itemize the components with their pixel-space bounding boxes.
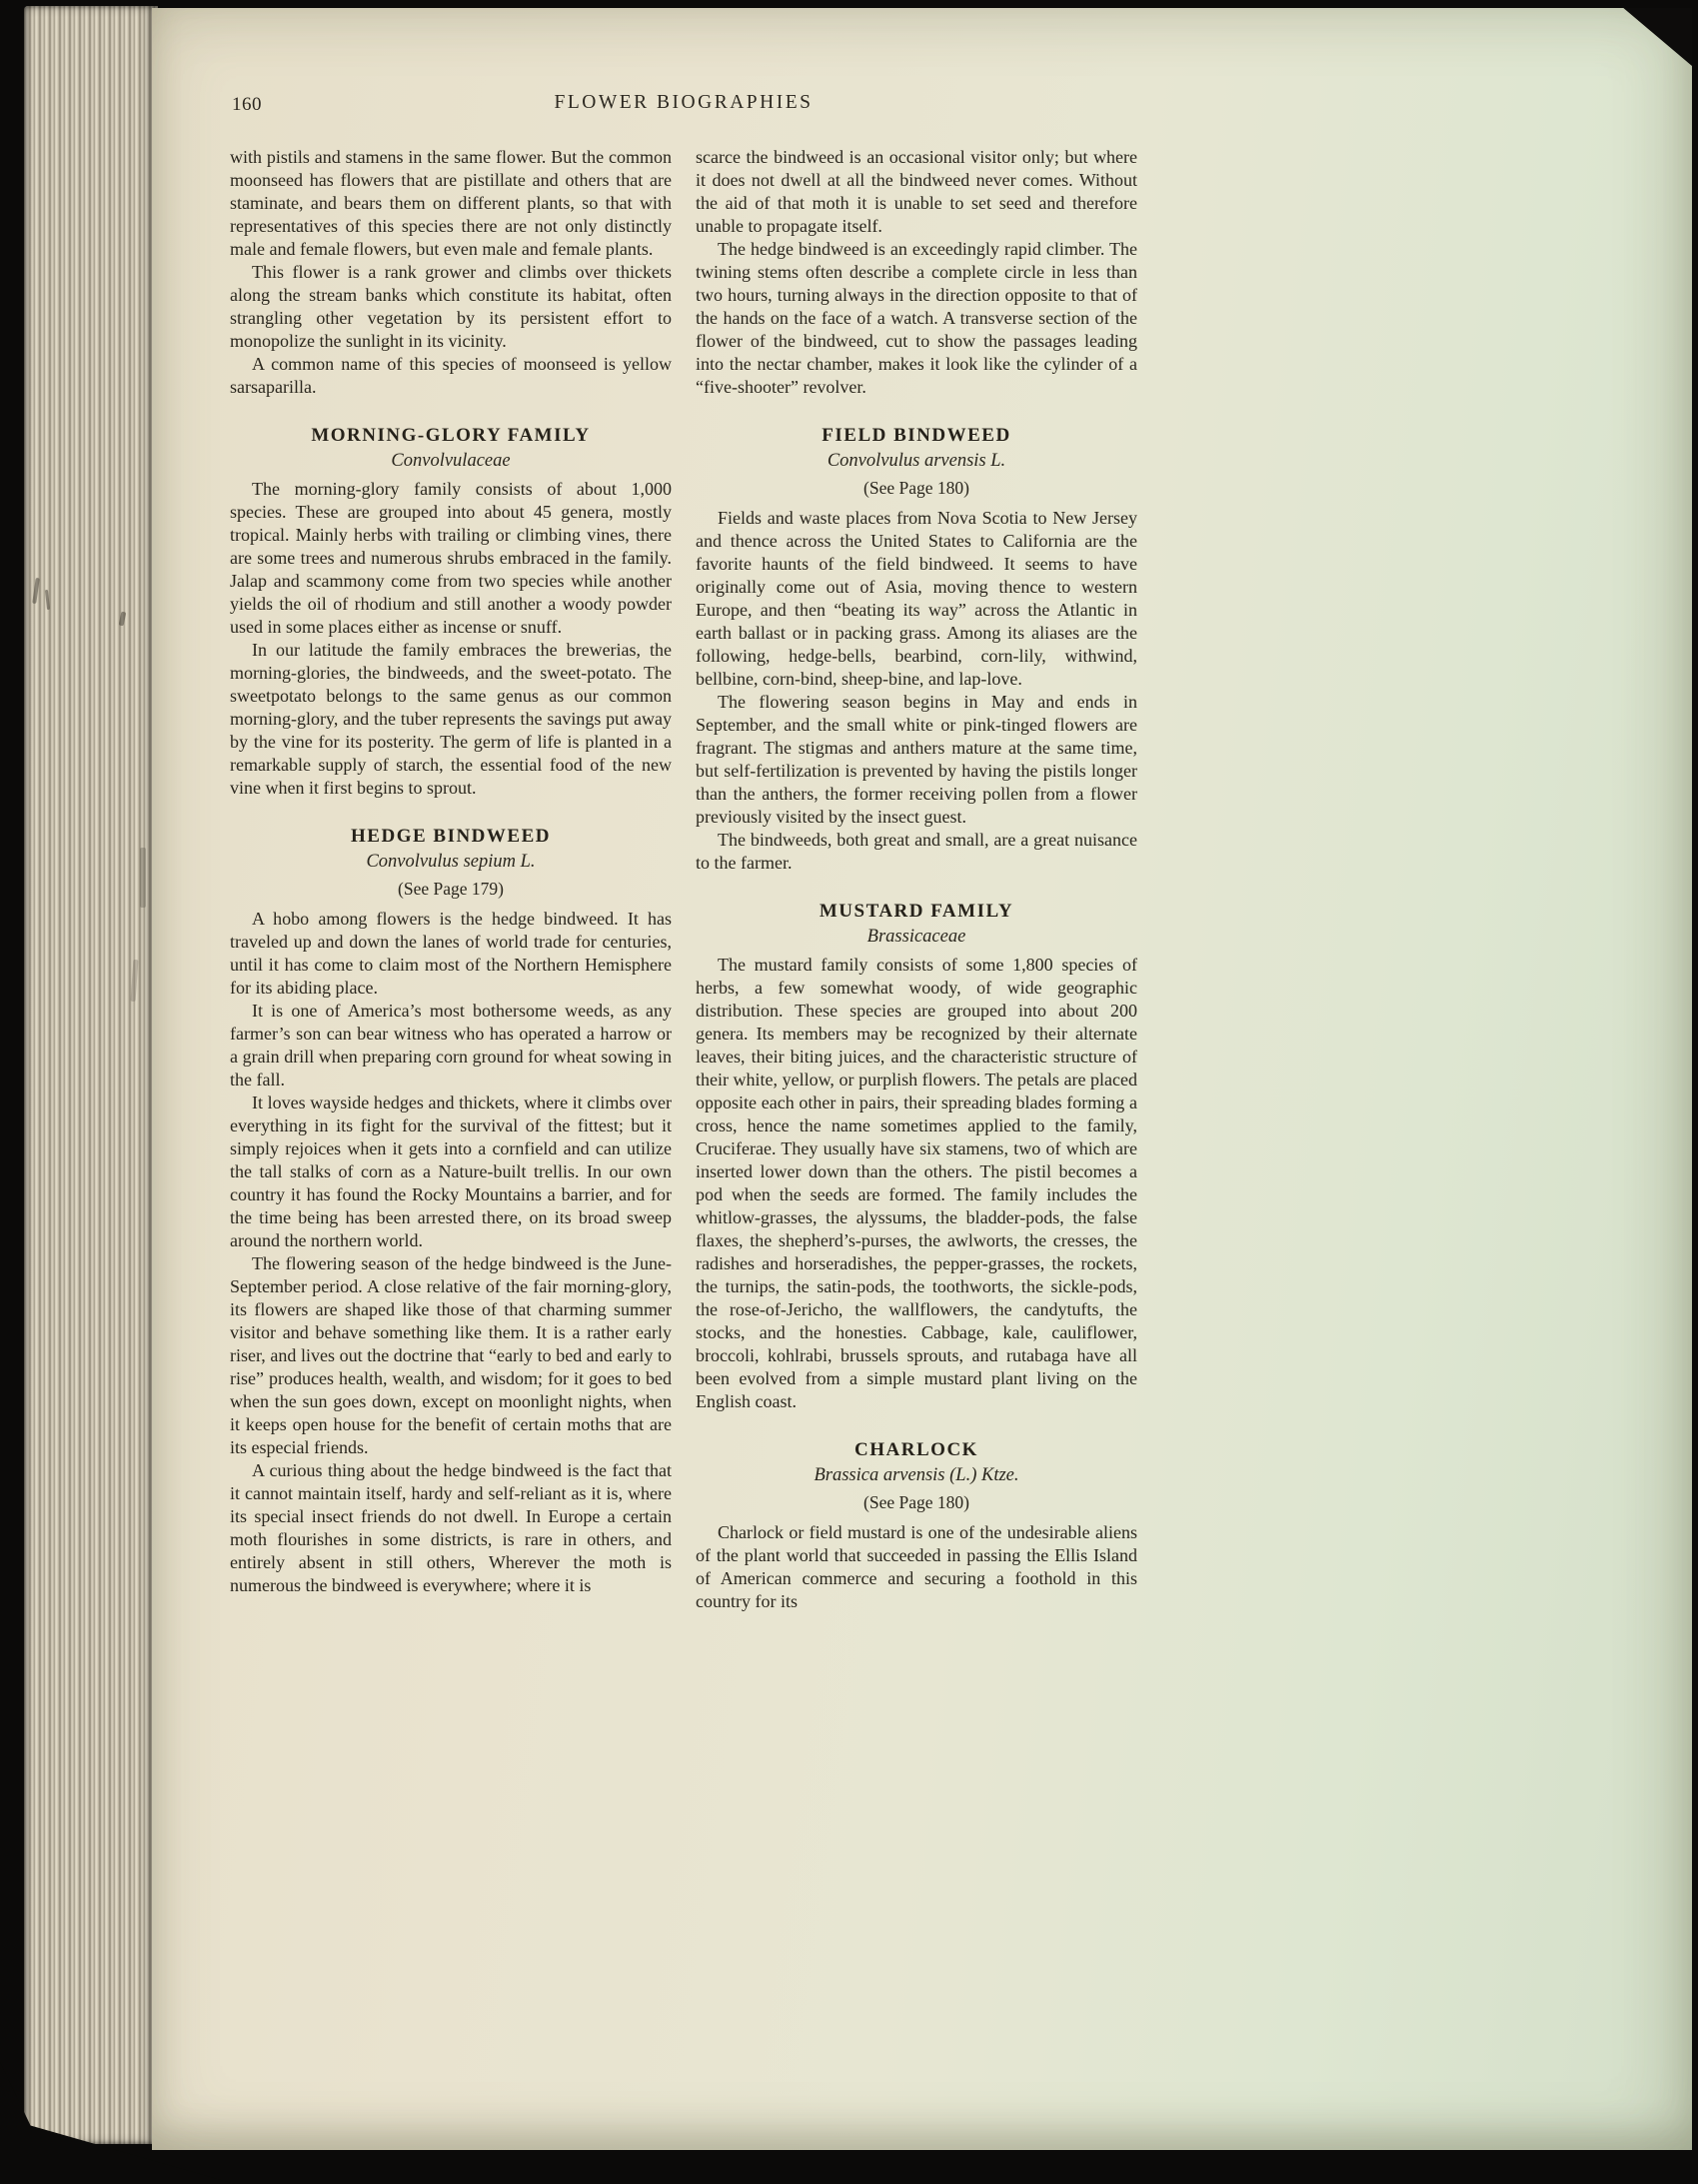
right-column (696, 146, 1137, 1613)
paragraph: It is one of America’s most bothersome weeds, as any farmer’s son can bear witness who has operated a harrow or a grain drill when preparing corn ground for wheat sowing in the fall. (230, 1001, 672, 1090)
section-heading: CHARLOCK (854, 1439, 978, 1460)
paragraph: Fields and waste places from Nova Scotia to New Jersey and thence across the United States to California are the favorite haunts of the field bindweed. It seems to have originally come out of Asia, moving thence to western Europe, and then “beating its way” across the Atlantic in earth ballast or in packing grass. Among its aliases are the following, hedge-bells, bearbind, corn-lily, withwind, bellbine, corn-bind, sheep-bine, and lap-love. (696, 508, 1137, 689)
section-heading: MORNING-GLORY FAMILY (311, 425, 591, 446)
page-corner-shadow (1614, 8, 1692, 66)
text-columns (230, 146, 1137, 1613)
paragraph: A curious thing about the hedge bindweed is the fact that it cannot maintain itself, hardy and self-reliant as it is, where its special insect friends do not dwell. In Europe a certain moth flourishes in some districts, is rare in others, and entirely absent in still others, Wherever the moth is numerous the bindweed is everywhere; where it is (230, 1460, 672, 1595)
section-heading: FIELD BINDWEED (822, 425, 1011, 446)
section-heading: HEDGE BINDWEED (351, 826, 551, 847)
paragraph: Charlock or field mustard is one of the undesirable aliens of the plant world that succeeded in passing the Ellis Island of American commerce and securing a foothold in this country for its (696, 1522, 1137, 1611)
page-reference: (See Page 179) (398, 879, 504, 899)
paragraph: The mustard family consists of some 1,800 species of herbs, a few somewhat woody, of wide geographic distribution. These species are grouped into about 200 genera. Its members may be recognized by their alternate leaves, their biting juices, and the characteristic structure of their white, yellow, or purplish flowers. The petals are placed opposite each other in pairs, their spreading blades forming a cross, hence the name sometimes applied to the family, Cruciferae. They usually have six stamens, two of which are inserted lower down than the others. The pistil becomes a pod when the seeds are formed. The family includes the whitlow-grasses, the alyssums, the bladder-pods, the false flaxes, the shepherd’s-purses, the awlworts, the cresses, the radishes and horseradishes, the pepper-grasses, the rockets, the turnips, the satin-pods, the toothworts, the sickle-pods, the rose-of-Jericho, the wallflowers, the candytufts, the stocks, and the honesties. Cabbage, kale, cauliflower, broccoli, kohlrabi, brussels sprouts, and rutabaga have all been evolved from a simple mustard plant living on the English coast. (696, 955, 1137, 1411)
left-column (230, 146, 672, 1613)
species-subheading: Convolvulus arvensis L. (827, 451, 1006, 471)
page-number: 160 (232, 94, 262, 115)
page-reference: (See Page 180) (863, 1492, 969, 1512)
species-subheading: Convolvulaceae (391, 451, 511, 471)
page-content (230, 92, 1137, 1613)
species-subheading: Brassicaceae (866, 927, 966, 947)
paragraph: A hobo among flowers is the hedge bindweed. It has traveled up and down the lanes of world trade for centuries, until it has come to claim most of the Northern Hemisphere for its abiding place. (230, 909, 672, 998)
book-page-stack-edge (24, 6, 158, 2144)
running-head: FLOWER BIOGRAPHIES (554, 92, 814, 113)
section-heading: MUSTARD FAMILY (819, 901, 1014, 922)
page-reference: (See Page 180) (863, 478, 969, 498)
paragraph: The morning-glory family consists of about 1,000 species. These are grouped into about 45 genera, mostly tropical. Mainly herbs with trailing or climbing vines, there are some trees and numerous shrubs embraced in the family. Jalap and scammony come from two species while another yields the oil of rhodium and still another a woody powder used in some places either as incense or snuff. (230, 479, 672, 637)
paragraph: This flower is a rank grower and climbs over thickets along the stream banks which constitute its habitat, often strangling other vegetation by its persistent effort to monopolize the sunlight in its vicinity. (230, 262, 672, 351)
paragraph: A common name of this species of moonseed is yellow sarsaparilla. (230, 354, 672, 397)
species-subheading: Brassica arvensis (L.) Ktze. (814, 1465, 1019, 1485)
paragraph: The flowering season of the hedge bindweed is the June-September period. A close relative of the fair morning-glory, its flowers are shaped like those of that charming summer visitor and behave something like them. It is a rather early riser, and lives out the doctrine that “early to bed and early to rise” produces health, wealth, and wisdom; for it goes to bed when the sun goes down, except on moonlight nights, when it keeps open house for the benefit of certain moths that are its especial friends. (230, 1253, 672, 1457)
paragraph: with pistils and stamens in the same flower. But the common moonseed has flowers that are pistillate and others that are staminate, and bears them on different plants, so that with representatives of this species there are not only distinctly male and female flowers, but even male and female plants. (230, 147, 672, 259)
page-header (230, 92, 1137, 120)
paragraph: The bindweeds, both great and small, are a great nuisance to the farmer. (696, 830, 1137, 873)
paragraph: In our latitude the family embraces the brewerias, the morning-glories, the bindweeds, and the sweet-potato. The sweetpotato belongs to the same genus as our common morning-glory, and the tuber represents the savings put away by the vine for its posterity. The germ of life is planted in a remarkable supply of starch, the essential food of the new vine when it first begins to sprout. (230, 640, 672, 798)
paragraph: The hedge bindweed is an exceedingly rapid climber. The twining stems often describe a complete circle in less than two hours, turning always in the direction opposite to that of the hands on the face of a watch. A transverse section of the flower of the bindweed, cut to show the passages leading into the nectar chamber, makes it look like the cylinder of a “five-shooter” revolver. (696, 239, 1137, 397)
paragraph: The flowering season begins in May and ends in September, and the small white or pink-tinged flowers are fragrant. The stigmas and anthers mature at the same time, but self-fertilization is prevented by having the pistils longer than the anthers, the former receiving pollen from a flower previously visited by the insect guest. (696, 692, 1137, 827)
paragraph: It loves wayside hedges and thickets, where it climbs over everything in its fight for the survival of the fittest; but it simply rejoices when it gets into a cornfield and can utilize the tall stalks of corn as a Nature-built trellis. In our own country it has found the Rocky Mountains a barrier, and for the time being has been arrested there, on its broad sweep around the northern world. (230, 1092, 672, 1250)
smudge-mark (140, 848, 146, 908)
species-subheading: Convolvulus sepium L. (366, 852, 536, 872)
paragraph: scarce the bindweed is an occasional visitor only; but where it does not dwell at all the bindweed never comes. Without the aid of that moth it is unable to set seed and therefore unable to propagate itself. (696, 147, 1137, 236)
book-page (152, 8, 1692, 2150)
